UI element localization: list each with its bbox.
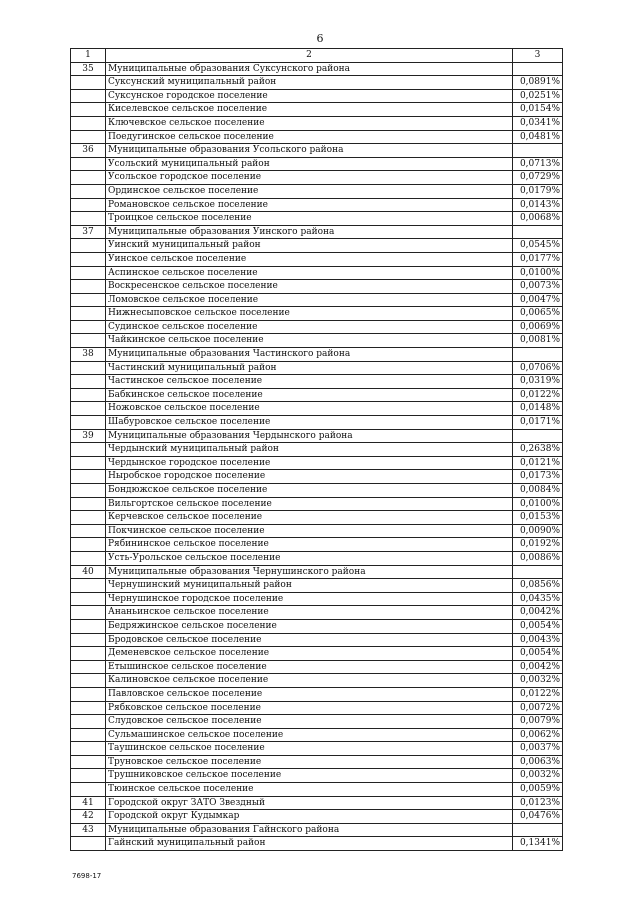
row-number (71, 239, 106, 253)
row-number (71, 157, 106, 171)
table-row (71, 157, 563, 171)
table-row (71, 103, 563, 117)
row-number (71, 334, 106, 348)
row-number (71, 647, 106, 661)
table-row (71, 402, 563, 416)
table-row (71, 551, 563, 565)
table-row (71, 796, 563, 810)
share-value: 0,0072% (513, 701, 563, 715)
header-col-2: 2 (106, 49, 513, 63)
share-value: 0,0891% (513, 76, 563, 90)
table-row (71, 606, 563, 620)
share-value: 0,0706% (513, 361, 563, 375)
row-number: 42 (71, 810, 106, 824)
row-number (71, 375, 106, 389)
share-value: 0,0251% (513, 89, 563, 103)
municipality-name: Бродовское сельское поселение (106, 633, 513, 647)
share-value: 0,0054% (513, 619, 563, 633)
table-row (71, 715, 563, 729)
share-value: 0,0068% (513, 212, 563, 226)
municipality-name: Поедугинское сельское поселение (106, 130, 513, 144)
header-col-1: 1 (71, 49, 106, 63)
row-number (71, 701, 106, 715)
table-row (71, 755, 563, 769)
municipality-name: Деменевское сельское поселение (106, 647, 513, 661)
row-number (71, 619, 106, 633)
row-number (71, 320, 106, 334)
municipality-name: Рябининское сельское поселение (106, 538, 513, 552)
table-row (71, 592, 563, 606)
municipality-name: Муниципальные образования Суксунского района (106, 62, 513, 76)
share-value: 0,0319% (513, 375, 563, 389)
share-value: 0,0545% (513, 239, 563, 253)
municipality-name: Муниципальные образования Гайнского района (106, 823, 513, 837)
table-row (71, 769, 563, 783)
municipality-name: Вильгортское сельское поселение (106, 497, 513, 511)
share-value: 0,0073% (513, 280, 563, 294)
table-group-row (71, 823, 563, 837)
table-row (71, 416, 563, 430)
municipality-name: Уинское сельское поселение (106, 252, 513, 266)
share-value (513, 429, 563, 443)
share-value: 0,0062% (513, 728, 563, 742)
municipality-name: Шабуровское сельское поселение (106, 416, 513, 430)
table-row (71, 89, 563, 103)
municipality-name: Частинский муниципальный район (106, 361, 513, 375)
row-number (71, 171, 106, 185)
share-value: 0,0122% (513, 388, 563, 402)
municipality-name: Нижнесыповское сельское поселение (106, 307, 513, 321)
municipality-name: Чернушинский муниципальный район (106, 579, 513, 593)
table-row (71, 783, 563, 797)
municipality-name: Муниципальные образования Усольского района (106, 144, 513, 158)
row-number (71, 511, 106, 525)
table-row (71, 212, 563, 226)
row-number (71, 837, 106, 851)
municipality-name: Усольский муниципальный район (106, 157, 513, 171)
share-value: 0,0171% (513, 416, 563, 430)
municipality-name: Сульмашинское сельское поселение (106, 728, 513, 742)
share-value: 0,0148% (513, 402, 563, 416)
table-row (71, 524, 563, 538)
row-number (71, 538, 106, 552)
row-number (71, 266, 106, 280)
share-value: 0,0154% (513, 103, 563, 117)
row-number (71, 715, 106, 729)
row-number (71, 524, 106, 538)
table-row (71, 76, 563, 90)
row-number (71, 89, 106, 103)
table-row (71, 579, 563, 593)
municipality-name: Труновское сельское поселение (106, 755, 513, 769)
municipality-name: Бедряжинское сельское поселение (106, 619, 513, 633)
municipality-name: Ключевское сельское поселение (106, 116, 513, 130)
table-row (71, 511, 563, 525)
share-value: 0,0100% (513, 266, 563, 280)
share-value: 0,0481% (513, 130, 563, 144)
share-value: 0,0122% (513, 687, 563, 701)
row-number (71, 280, 106, 294)
row-number (71, 755, 106, 769)
row-number (71, 660, 106, 674)
table-row (71, 443, 563, 457)
row-number (71, 252, 106, 266)
municipality-name: Павловское сельское поселение (106, 687, 513, 701)
municipality-name: Городской округ ЗАТО Звездный (106, 796, 513, 810)
table-row (71, 728, 563, 742)
share-value (513, 565, 563, 579)
share-value: 0,0063% (513, 755, 563, 769)
row-number: 36 (71, 144, 106, 158)
municipality-name: Ныробское городское поселение (106, 470, 513, 484)
share-value: 0,0054% (513, 647, 563, 661)
share-value: 0,0177% (513, 252, 563, 266)
share-value: 0,0042% (513, 660, 563, 674)
municipality-name: Чердынский муниципальный район (106, 443, 513, 457)
table-row (71, 647, 563, 661)
share-value: 0,0341% (513, 116, 563, 130)
table-row (71, 375, 563, 389)
table-header-row (71, 49, 563, 63)
municipality-name: Суксунское городское поселение (106, 89, 513, 103)
row-number (71, 633, 106, 647)
row-number (71, 443, 106, 457)
document-code: 7698-17 (72, 872, 102, 880)
table-row (71, 660, 563, 674)
row-number: 35 (71, 62, 106, 76)
table-row (71, 837, 563, 851)
table-row (71, 674, 563, 688)
row-number: 38 (71, 348, 106, 362)
row-number (71, 484, 106, 498)
share-value: 0,0032% (513, 674, 563, 688)
table-row (71, 334, 563, 348)
municipality-name: Воскресенское сельское поселение (106, 280, 513, 294)
row-number (71, 592, 106, 606)
municipality-name: Муниципальные образования Частинского района (106, 348, 513, 362)
row-number (71, 402, 106, 416)
municipality-name: Керчевское сельское поселение (106, 511, 513, 525)
municipality-name: Уинский муниципальный район (106, 239, 513, 253)
table-row (71, 687, 563, 701)
row-number: 40 (71, 565, 106, 579)
municipality-name: Киселевское сельское поселение (106, 103, 513, 117)
share-value: 0,0084% (513, 484, 563, 498)
table-row (71, 742, 563, 756)
municipality-name: Слудовское сельское поселение (106, 715, 513, 729)
municipality-name: Бабкинское сельское поселение (106, 388, 513, 402)
share-value: 0,0179% (513, 184, 563, 198)
share-value: 0,0123% (513, 796, 563, 810)
share-value: 0,0476% (513, 810, 563, 824)
row-number: 43 (71, 823, 106, 837)
share-value: 0,0069% (513, 320, 563, 334)
municipality-name: Усольское городское поселение (106, 171, 513, 185)
row-number (71, 361, 106, 375)
row-number (71, 456, 106, 470)
table-row (71, 198, 563, 212)
table-row (71, 538, 563, 552)
municipality-name: Чайкинское сельское поселение (106, 334, 513, 348)
header-col-3: 3 (513, 49, 563, 63)
share-value (513, 823, 563, 837)
table-group-row (71, 144, 563, 158)
table-row (71, 280, 563, 294)
row-number (71, 416, 106, 430)
municipality-name: Муниципальные образования Уинского района (106, 225, 513, 239)
row-number (71, 728, 106, 742)
row-number (71, 783, 106, 797)
row-number (71, 551, 106, 565)
share-value: 0,0713% (513, 157, 563, 171)
table-row (71, 633, 563, 647)
municipality-name: Частинское сельское поселение (106, 375, 513, 389)
share-value: 0,0081% (513, 334, 563, 348)
share-value: 0,0173% (513, 470, 563, 484)
municipality-name: Трушниковское сельское поселение (106, 769, 513, 783)
municipality-name: Усть-Урольское сельское поселение (106, 551, 513, 565)
share-value: 0,0065% (513, 307, 563, 321)
share-value (513, 62, 563, 76)
municipality-name: Таушинское сельское поселение (106, 742, 513, 756)
municipality-name: Муниципальные образования Чернушинского района (106, 565, 513, 579)
municipality-name: Суксунский муниципальный район (106, 76, 513, 90)
table-group-row (71, 225, 563, 239)
share-value: 0,0090% (513, 524, 563, 538)
municipality-name: Покчинское сельское поселение (106, 524, 513, 538)
table-row (71, 239, 563, 253)
municipality-name: Ананьинское сельское поселение (106, 606, 513, 620)
municipality-name: Рябковское сельское поселение (106, 701, 513, 715)
municipality-name: Аспинское сельское поселение (106, 266, 513, 280)
share-value: 0,0032% (513, 769, 563, 783)
table-group-row (71, 565, 563, 579)
table-group-row (71, 62, 563, 76)
row-number (71, 497, 106, 511)
share-value: 0,0100% (513, 497, 563, 511)
municipality-name: Судинское сельское поселение (106, 320, 513, 334)
row-number (71, 388, 106, 402)
row-number (71, 130, 106, 144)
row-number: 41 (71, 796, 106, 810)
municipality-name: Романовское сельское поселение (106, 198, 513, 212)
table-row (71, 293, 563, 307)
share-value: 0,0192% (513, 538, 563, 552)
table-group-row (71, 429, 563, 443)
table-row (71, 171, 563, 185)
table-row (71, 484, 563, 498)
table-row (71, 701, 563, 715)
municipality-name: Тюинское сельское поселение (106, 783, 513, 797)
share-value: 0,0143% (513, 198, 563, 212)
row-number (71, 293, 106, 307)
row-number (71, 76, 106, 90)
municipality-name: Муниципальные образования Чердынского района (106, 429, 513, 443)
share-value (513, 225, 563, 239)
share-value: 0,0121% (513, 456, 563, 470)
table-row (71, 810, 563, 824)
table-row (71, 388, 563, 402)
table-row (71, 130, 563, 144)
share-value: 0,1341% (513, 837, 563, 851)
row-number (71, 742, 106, 756)
row-number (71, 674, 106, 688)
share-value: 0,0047% (513, 293, 563, 307)
share-value: 0,2638% (513, 443, 563, 457)
allocation-table (70, 48, 563, 851)
row-number: 37 (71, 225, 106, 239)
municipality-name: Чердынское городское поселение (106, 456, 513, 470)
share-value: 0,0153% (513, 511, 563, 525)
share-value (513, 348, 563, 362)
table-row (71, 497, 563, 511)
municipality-name: Гайнский муниципальный район (106, 837, 513, 851)
share-value: 0,0042% (513, 606, 563, 620)
municipality-name: Чернушинское городское поселение (106, 592, 513, 606)
row-number (71, 198, 106, 212)
row-number (71, 769, 106, 783)
share-value (513, 144, 563, 158)
share-value: 0,0043% (513, 633, 563, 647)
share-value: 0,0079% (513, 715, 563, 729)
municipality-name: Етышинское сельское поселение (106, 660, 513, 674)
row-number (71, 579, 106, 593)
table-row (71, 266, 563, 280)
row-number (71, 103, 106, 117)
table-row (71, 470, 563, 484)
municipality-name: Ножовское сельское поселение (106, 402, 513, 416)
row-number (71, 606, 106, 620)
municipality-name: Калиновское сельское поселение (106, 674, 513, 688)
table-row (71, 320, 563, 334)
share-value: 0,0435% (513, 592, 563, 606)
municipality-name: Городской округ Кудымкар (106, 810, 513, 824)
municipality-name: Бондюжское сельское поселение (106, 484, 513, 498)
table-row (71, 252, 563, 266)
share-value: 0,0037% (513, 742, 563, 756)
share-value: 0,0086% (513, 551, 563, 565)
share-value: 0,0059% (513, 783, 563, 797)
table-group-row (71, 348, 563, 362)
row-number (71, 687, 106, 701)
municipality-name: Ординское сельское поселение (106, 184, 513, 198)
page-number: 6 (316, 32, 324, 45)
table-row (71, 307, 563, 321)
municipality-name: Ломовское сельское поселение (106, 293, 513, 307)
table-row (71, 456, 563, 470)
row-number (71, 116, 106, 130)
municipality-name: Троицкое сельское поселение (106, 212, 513, 226)
table-row (71, 361, 563, 375)
table-row (71, 619, 563, 633)
row-number (71, 470, 106, 484)
row-number: 39 (71, 429, 106, 443)
share-value: 0,0729% (513, 171, 563, 185)
row-number (71, 307, 106, 321)
row-number (71, 184, 106, 198)
table-row (71, 116, 563, 130)
row-number (71, 212, 106, 226)
table-row (71, 184, 563, 198)
share-value: 0,0856% (513, 579, 563, 593)
